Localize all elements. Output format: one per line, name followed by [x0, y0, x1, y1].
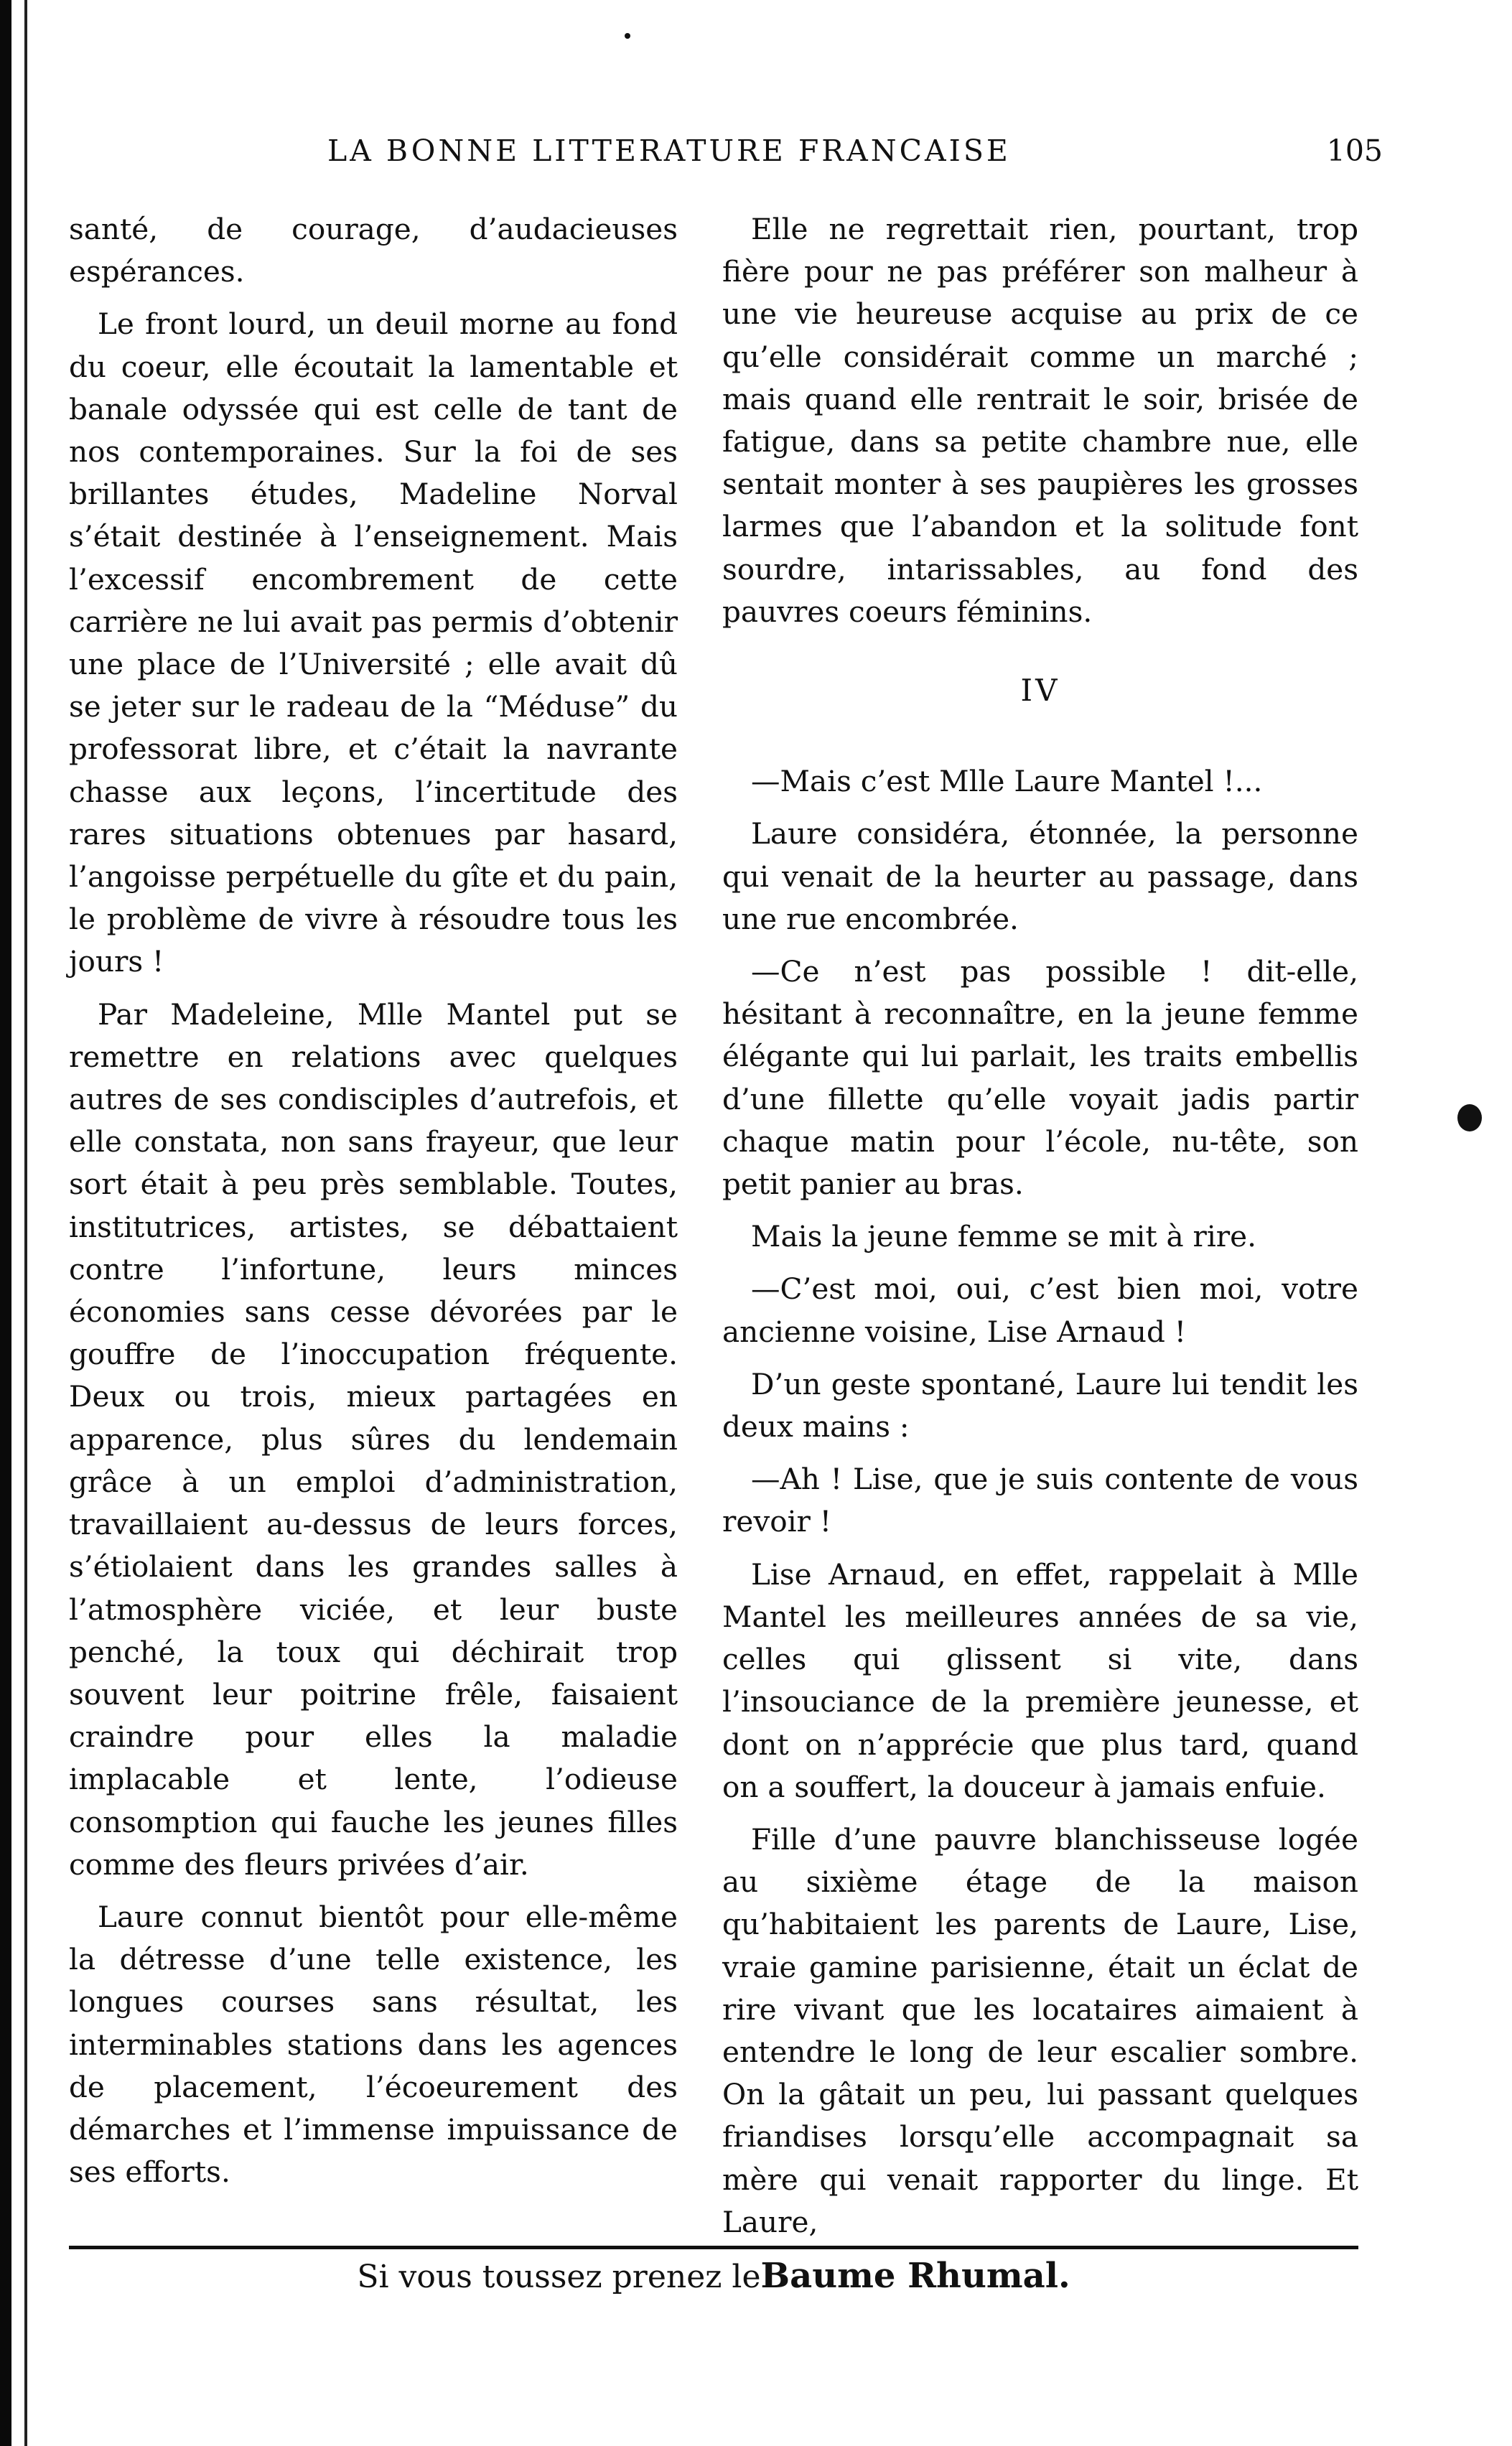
paragraph: —Mais c’est Mlle Laure Mantel !... — [751, 764, 1263, 799]
paragraph: D’un geste spontané, Laure lui tendit les deux mains : — [722, 1366, 1358, 1444]
footer-divider — [69, 2246, 1358, 2249]
binding-edge-rule — [0, 0, 11, 2446]
ink-speck-top — [625, 33, 630, 39]
advert-text: Si vous toussez prenez le — [357, 2259, 761, 2295]
paragraph: Par Madeleine, Mlle Mantel put se remettre en relations avec quelques autres de ses condisciples d’autrefois, et elle constata, non sans frayeur, que leur sort était à peu près semblable. Toutes, institutrices, artistes, se débattaient contre l’infortune, leurs minces économies sans cesse dévorées par le gouffre de l’inoccupation fréquente. Deux ou trois, mieux partagées en apparence, plus sûres du lendemain grâce à un emploi d’administration, travaillaient au-dessus de leurs forces, s’étiolaient dans les grandes salles à l’atmosphère viciée, et leur buste penché, la toux qui déchirait trop souvent leur poitrine frêle, faisaient craindre pour elles la maladie implacable et lente, l’odieuse consomption qui fauche les jeunes filles comme des fleurs privées d’air. — [69, 996, 678, 1882]
paragraph: Lise Arnaud, en effet, rappelait à Mlle Mantel les meilleures années de sa vie, celles qui glissent si vite, dans l’insouciance de la première jeunesse, et dont on n’apprécie que plus tard, quand on a souffert, la douceur à jamais enfuie. — [722, 1556, 1358, 1804]
advert-brand: Baume Rhumal. — [760, 2256, 1070, 2296]
left-column — [69, 208, 678, 2203]
page-header — [69, 134, 1383, 177]
footer-advertisement — [69, 2256, 1358, 2296]
section-heading: IV — [1020, 673, 1060, 709]
paragraph: —C’est moi, oui, c’est bien moi, votre ancienne voisine, Lise Arnaud ! — [722, 1271, 1358, 1349]
paragraph: Fille d’une pauvre blanchisseuse logée au sixième étage de la maison qu’habitaient les parents de Laure, Lise, vraie gamine parisienne, était un éclat de rire vivant que les locataires aimaient à entendre le long de leur escalier sombre. On la gâtait un peu, lui passant quelques friandises lorsqu’elle accompagnait sa mère qui venait rapporter du linge. Et Laure, — [722, 1821, 1358, 2239]
paragraph: Elle ne regrettait rien, pourtant, trop fière pour ne pas préférer son malheur à une vie heureuse acquise au prix de ce qu’elle considérait comme un marché ; mais quand elle rentrait le soir, brisée de fatigue, dans sa petite chambre nue, elle sentait monter à ses paupières les grosses larmes que l’abandon et la solitude font sourdre, intarissables, au fond des pauvres coeurs féminins. — [722, 212, 1358, 629]
paragraph: Le front lourd, un deuil morne au fond du coeur, elle écoutait la lamentable et banale odyssée qui est celle de tant de nos contemporaines. Sur la foi de ses brillantes études, Madeline Norval s’était destinée à l’enseignement. Mais l’excessif encombrement de cette carrière ne lui avait pas permis d’obtenir une place de l’Université ; elle avait dû se jeter sur le radeau de la “Méduse” du professorat libre, et c’était la navrante chasse aux leçons, l’incertitude des rares situations obtenues par hasard, l’angoisse perpétuelle du gîte et du pain, le problème de vivre à résoudre tous les jours ! — [69, 307, 678, 979]
running-title: LA BONNE LITTERATURE FRANCAISE — [327, 134, 1011, 168]
page-number: 105 — [1326, 134, 1383, 168]
paragraph: —Ce n’est pas possible ! dit-elle, hésitant à reconnaître, en la jeune femme élégante qui lui parlait, les traits embellis d’une fillette qu’elle voyait jadis partir chaque matin pour l’école, nu-tête, son petit panier au bras. — [722, 954, 1358, 1202]
paragraph: Laure considéra, étonnée, la personne qui venait de la heurter au passage, dans une rue encombrée. — [722, 816, 1358, 936]
right-column — [722, 208, 1358, 2254]
paragraph: Laure connut bientôt pour elle-même la détresse d’une telle existence, les longues courses sans résultat, les interminables stations dans les agences de placement, l’écoeurement des démarches et l’immense impuissance de ses efforts. — [69, 1899, 678, 2190]
paragraph: Mais la jeune femme se mit à rire. — [751, 1219, 1257, 1254]
binding-edge-thin-rule — [24, 0, 27, 2446]
paragraph: —Ah ! Lise, que je suis contente de vous revoir ! — [722, 1462, 1358, 1539]
ink-speck-margin — [1457, 1104, 1482, 1131]
paragraph: santé, de courage, d’audacieuses espérances. — [69, 212, 678, 289]
